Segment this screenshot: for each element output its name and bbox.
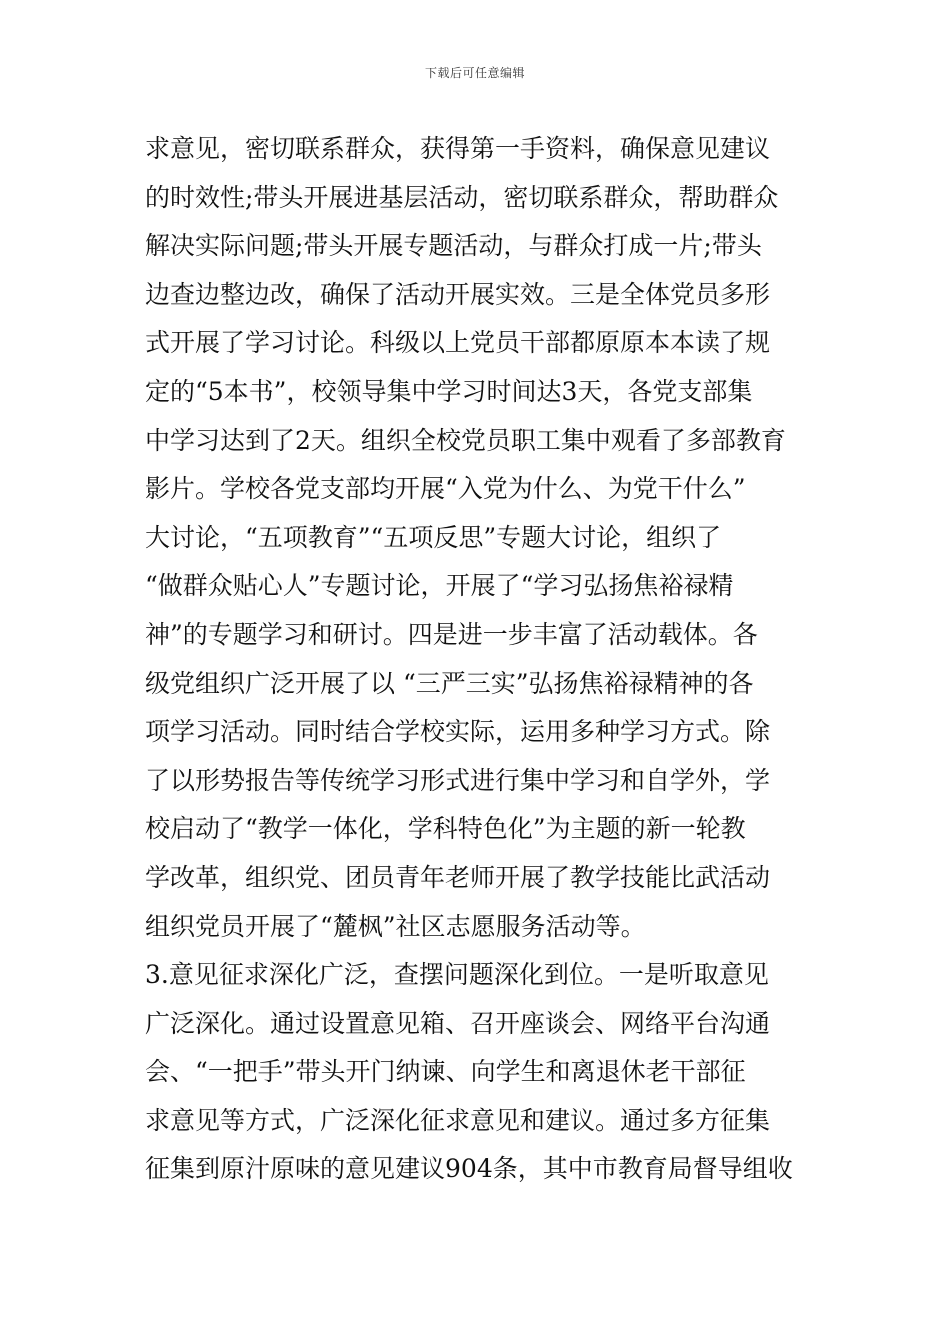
text-line: 中学习达到了2天。组织全校党员职工集中观看了多部教育 [145, 425, 786, 455]
text-line: 广泛深化。通过设置意见箱、召开座谈会、网络平台沟通 [145, 1008, 771, 1038]
text-line: 会、“一把手”带头开门纳谏、向学生和离退休老干部征 [145, 1057, 746, 1087]
text-line: 3.意见征求深化广泛，查摆问题深化到位。一是听取意见 [145, 960, 769, 990]
text-line: 项学习活动。同时结合学校实际，运用多种学习方式。除 [145, 717, 771, 747]
text-line: 大讨论，“五项教育”“五项反思”专题大讨论，组织了 [145, 522, 722, 552]
text-line: 征集到原汁原味的意见建议904条，其中市教育局督导组收 [145, 1154, 793, 1184]
text-line: 解决实际问题;带头开展专题活动，与群众打成一片;带头 [145, 231, 762, 261]
text-line: 神”的专题学习和研讨。四是进一步丰富了活动载体。各 [145, 619, 758, 649]
text-line: 学改革，组织党、团员青年老师开展了教学技能比武活动 [145, 862, 771, 892]
text-line: 组织党员开展了“麓枫”社区志愿服务活动等。 [145, 911, 646, 941]
text-line: 级党组织广泛开展了以 “三严三实”弘扬焦裕禄精神的各 [145, 668, 754, 698]
text-line: 影片。学校各党支部均开展“入党为什么、为党干什么” [145, 474, 746, 504]
text-line: 求意见等方式，广泛深化征求意见和建议。通过多方征集 [145, 1105, 771, 1135]
text-line: 边查边整边改，确保了活动开展实效。三是全体党员多形 [145, 279, 771, 309]
text-line: 求意见，密切联系群众，获得第一手资料，确保意见建议 [145, 134, 771, 163]
text-line: 校启动了“教学一体化，学科特色化”为主题的新一轮教 [145, 814, 746, 844]
text-line: 定的“5本书”，校领导集中学习时间达3天，各党支部集 [145, 376, 753, 406]
header-note: 下载后可任意编辑 [424, 66, 525, 80]
text-line: 式开展了学习讨论。科级以上党员干部都原原本本读了规 [145, 328, 771, 358]
text-line: 了以形势报告等传统学习形式进行集中学习和自学外，学 [145, 765, 771, 795]
text-line: “做群众贴心人”专题讨论，开展了“学习弘扬焦裕禄精 [145, 571, 734, 601]
body-text [145, 125, 815, 1194]
text-line: 的时效性;带头开展进基层活动，密切联系群众，帮助群众 [145, 182, 779, 212]
